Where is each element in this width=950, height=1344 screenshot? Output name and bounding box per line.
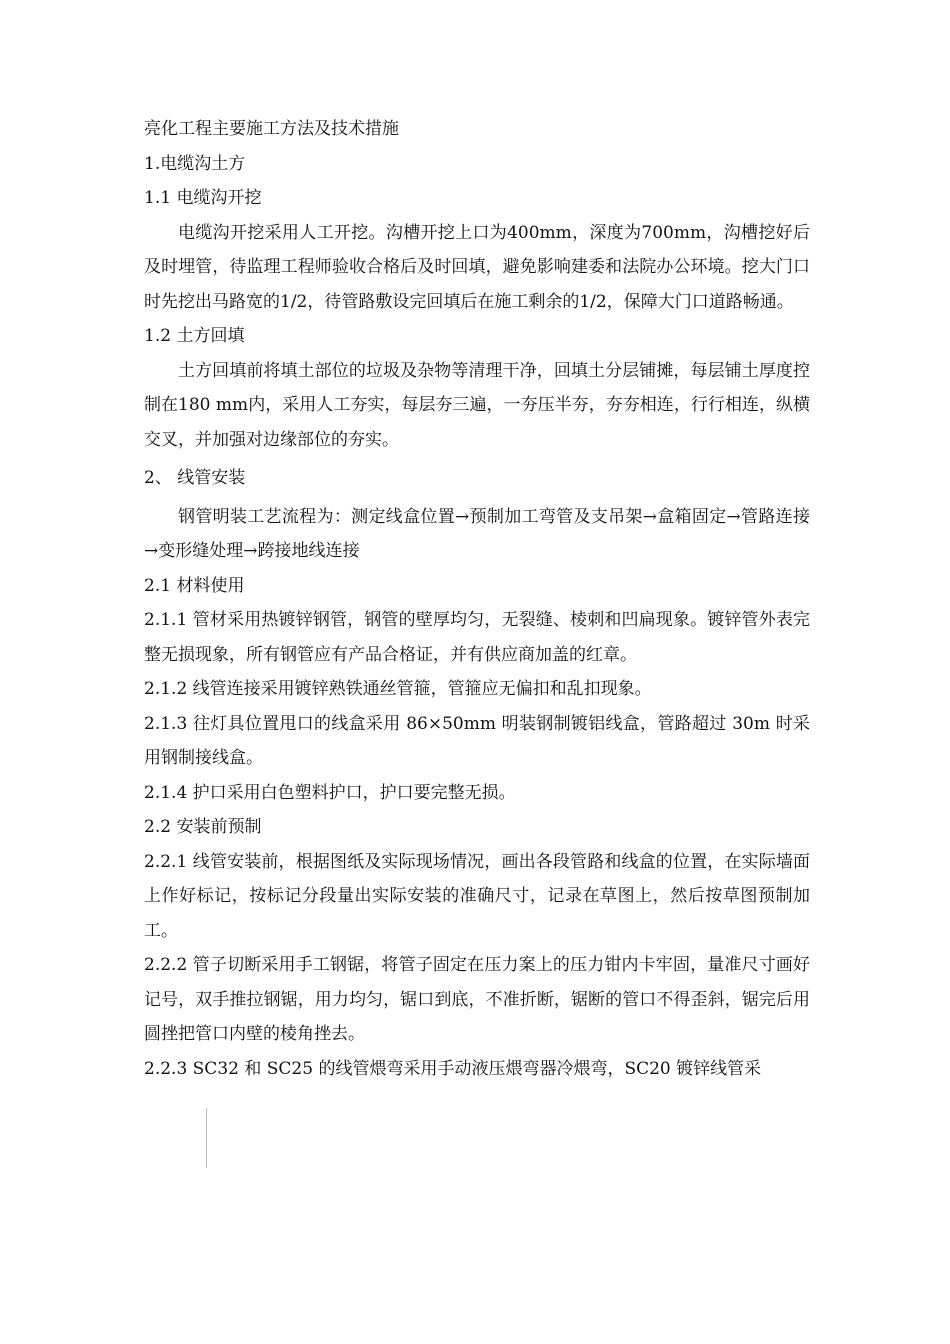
document-title: 亮化工程主要施工方法及技术措施 [144,119,399,139]
item-2-1-2: 2.1.2 线管连接采用镀锌熟铁通丝管箍，管箍应无偏扣和乱扣现象。 [144,679,652,699]
section-heading-2-2: 2.2 安装前预制 [144,817,262,837]
item-2-1-3: 2.1.3 往灯具位置甩口的线盒采用 86×50mm 明装钢制镀铝线盒，管路超过 30m 时采用钢制接线盒。 [144,713,810,768]
paragraph-process-flow: 钢管明装工艺流程为：测定线盒位置→预制加工弯管及支吊架→盒箱固定→管路连接→变形缝处理→跨接地线连接 [144,506,810,561]
paragraph-trench-excavation: 电缆沟开挖采用人工开挖。沟槽开挖上口为400mm，深度为700mm，沟槽挖好后及时埋管，待监理工程师验收合格后及时回填，避免影响建委和法院办公环境。挖大门口时先挖出马路宽的1/2，待管路敷设完回填后在施工剩余的1/2，保障大门口道路畅通。 [144,222,810,312]
scan-artifact-line [206,1108,207,1168]
paragraph-backfill: 土方回填前将填土部位的垃圾及杂物等清理干净，回填土分层铺摊，每层铺土厚度控制在180 mm内，采用人工夯实，每层夯三遍，一夯压半夯，夯夯相连，行行相连，纵横交叉，并加强对边缘部位的夯实。 [144,360,810,450]
item-2-1-1: 2.1.1 管材采用热镀锌钢管，钢管的壁厚均匀，无裂缝、棱刺和凹扁现象。镀锌管外表完整无损现象，所有钢管应有产品合格证，并有供应商加盖的红章。 [144,610,810,665]
item-2-1-4: 2.1.4 护口采用白色塑料护口，护口要完整无损。 [144,782,516,803]
item-2-2-3: 2.2.3 SC32 和 SC25 的线管煨弯采用手动液压煨弯器冷煨弯，SC20 镀锌线管采 [144,1058,762,1079]
section-heading-1-2: 1.2 土方回填 [144,326,245,346]
section-heading-2-1: 2.1 材料使用 [144,575,245,596]
section-heading-2: 2、 线管安装 [144,468,246,488]
section-heading-1: 1.电缆沟土方 [144,153,246,174]
document-body [144,112,810,1086]
item-2-2-1: 2.2.1 线管安装前，根据图纸及实际现场情况，画出各段管路和线盒的位置，在实际墙面上作好标记，按标记分段量出实际安装的准确尺寸，记录在草图上，然后按草图预制加工。 [144,851,810,941]
item-2-2-2: 2.2.2 管子切断采用手工钢锯，将管子固定在压力案上的压力钳内卡牢固，量准尺寸画好记号，双手推拉钢锯，用力均匀，锯口到底，不准折断，锯断的管口不得歪斜，锯完后用圆挫把管口内壁的棱角挫去。 [144,955,810,1044]
section-heading-1-1: 1.1 电缆沟开挖 [144,188,262,208]
